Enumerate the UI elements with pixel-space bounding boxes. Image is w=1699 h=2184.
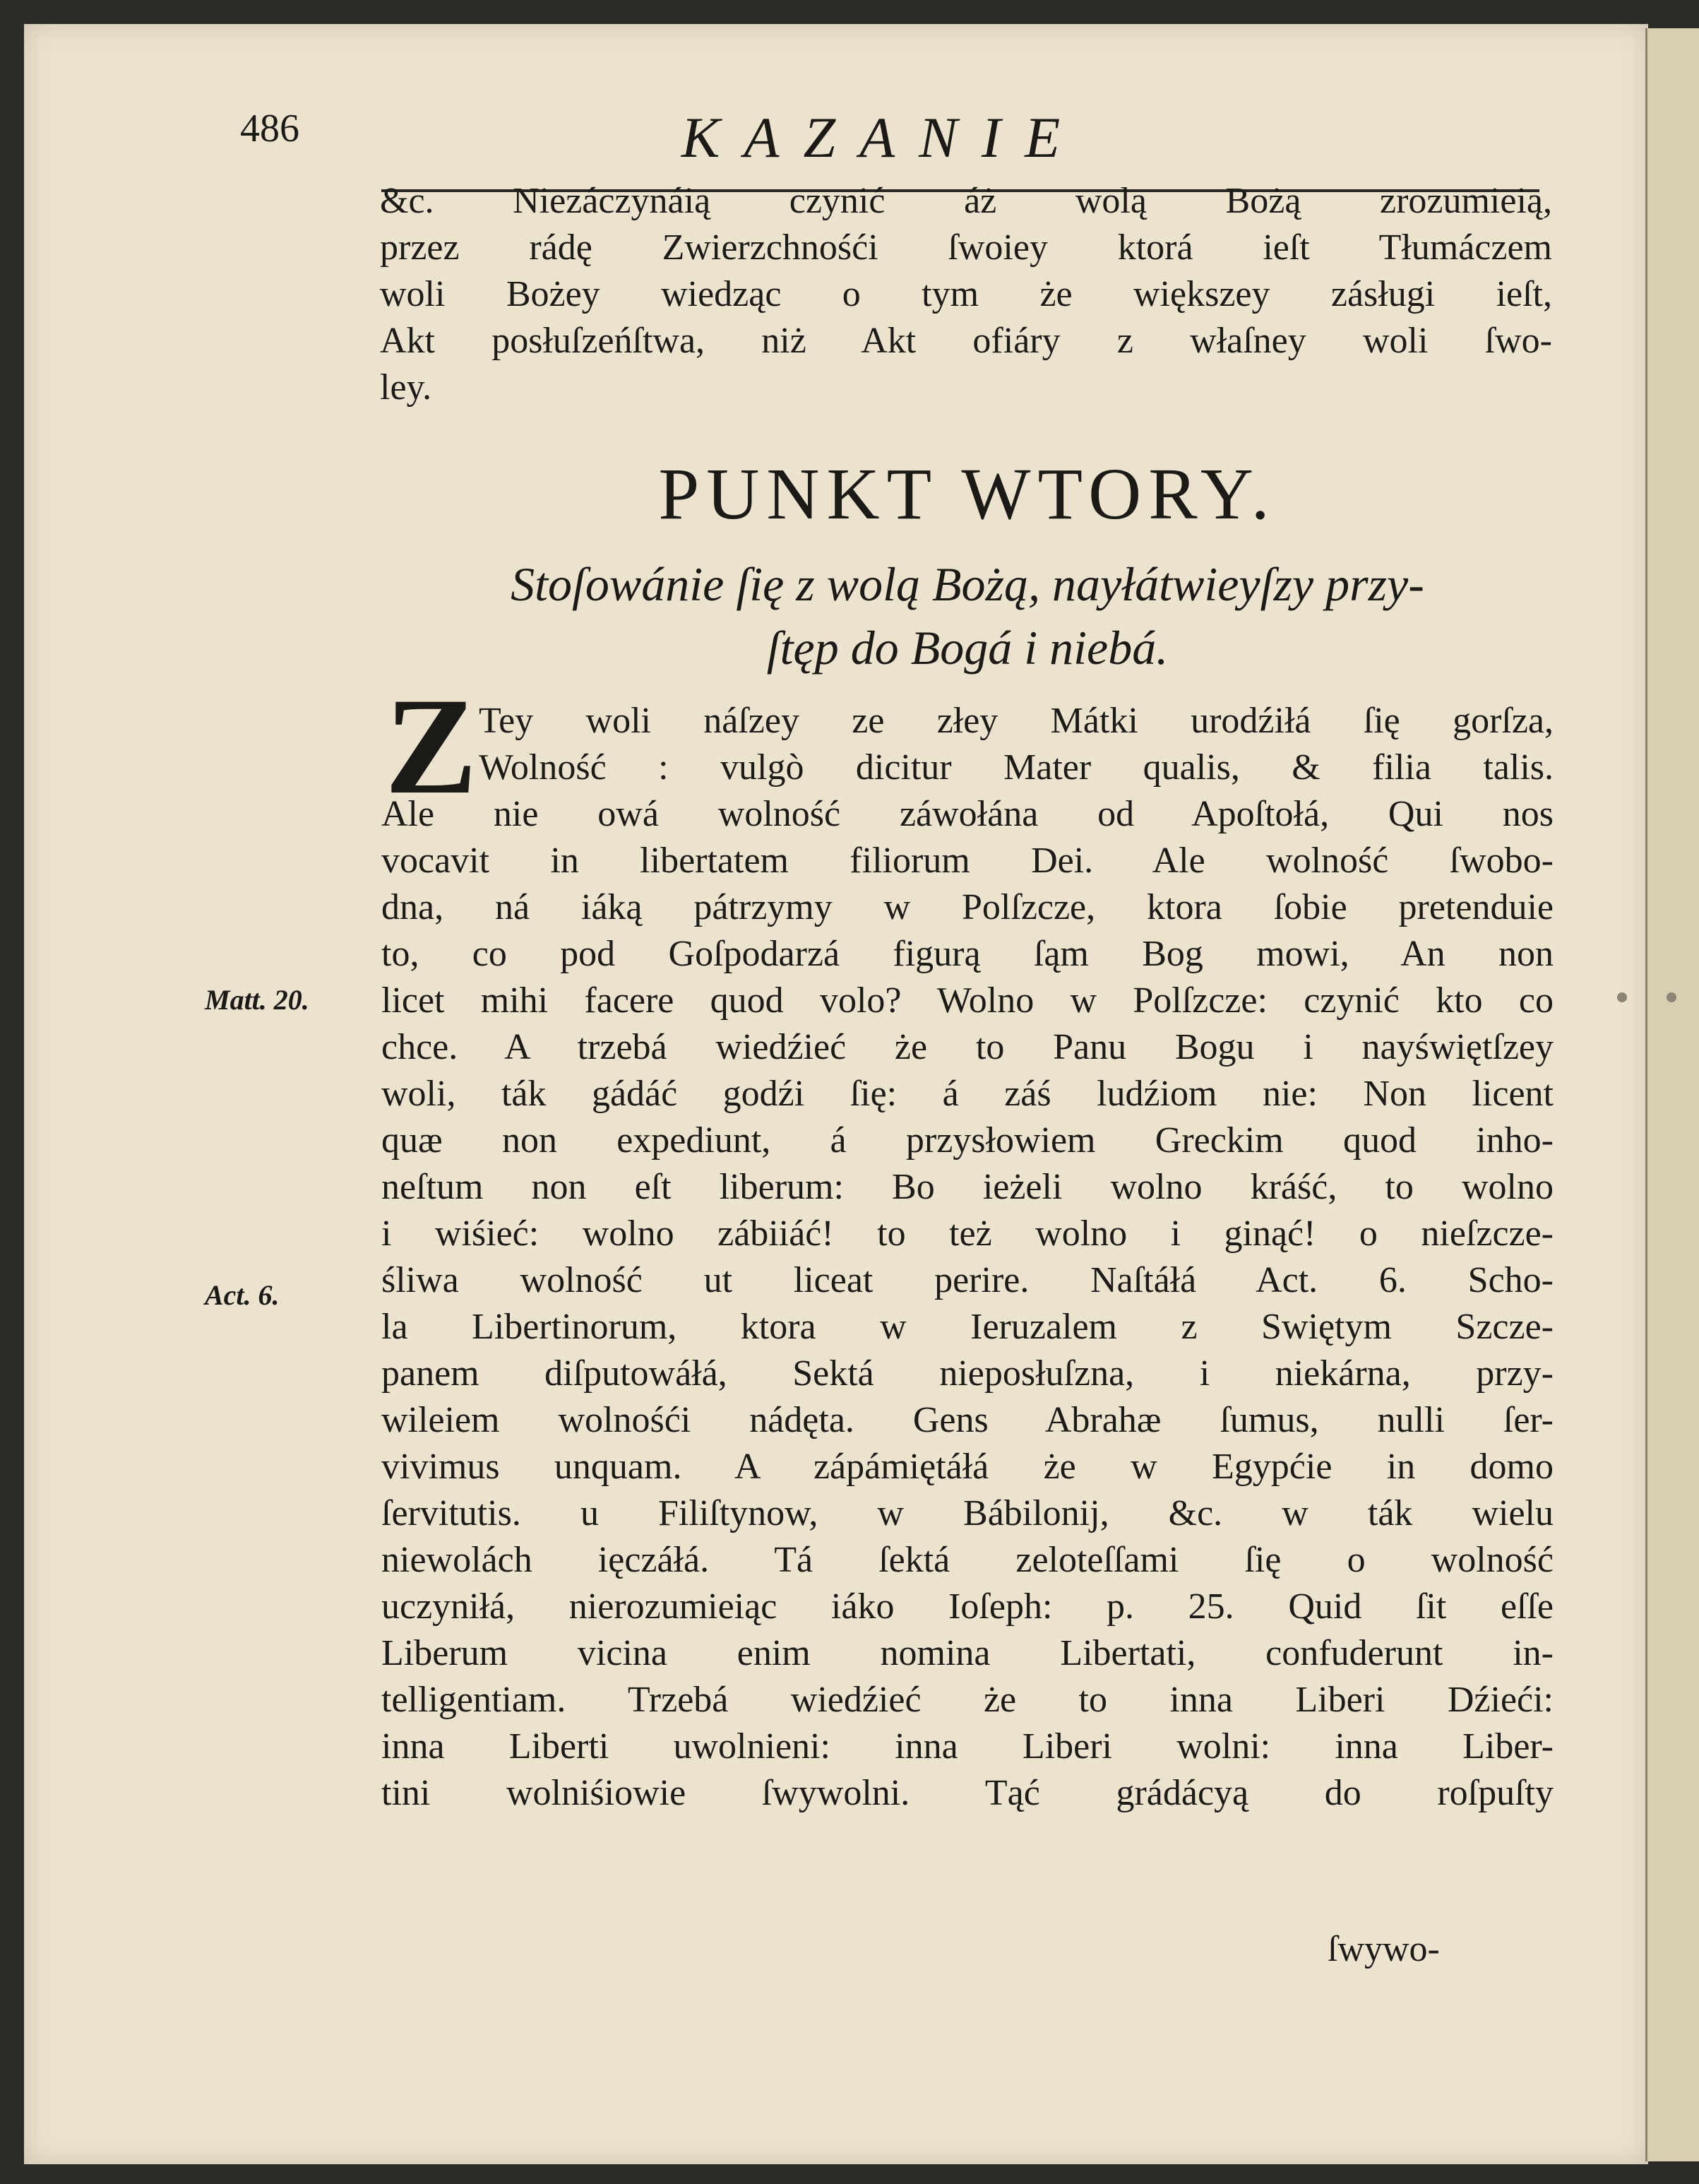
text-line: wileiem wolnośći nádęta. Gens Abrahæ ſumus, nulli ſer-	[381, 1400, 1554, 1440]
text-line: neſtum non eſt liberum: Bo ieżeli wolno kráść, to wolno	[381, 1167, 1554, 1207]
margin-note-matt: Matt. 20.	[205, 984, 309, 1016]
text-line: inna Liberti uwolnieni: inna Liberi wolni: inna Liber-	[381, 1726, 1554, 1767]
text-line: telligentiam. Trzebá wiedźieć że to inna Liberi Dźieći:	[381, 1680, 1554, 1720]
text-line: ſervitutis. u Filiſtynow, w Bábilonij, &c. w ták wielu	[381, 1493, 1554, 1533]
text-line: tini wolniśiowie ſwywolni. Tąć grádácyą do roſpuſty	[381, 1773, 1554, 1813]
text-line: vocavit in libertatem filiorum Dei. Ale wolność ſwobo-	[381, 841, 1554, 881]
running-head: KAZANIE	[681, 105, 1085, 170]
text-line: dna, ná iáką pátrzymy w Polſzcze, ktora ſobie pretenduie	[381, 887, 1554, 927]
text-line: Ale nie owá wolność záwołána od Apoſtołá, Qui nos	[381, 794, 1554, 834]
body-paragraph	[381, 698, 1554, 1817]
text-line: śliwa wolność ut liceat perire. Naſtáłá Act. 6. Scho-	[381, 1260, 1554, 1300]
text-line: uczyniłá, nierozumieiąc iáko Ioſeph: p. 25. Quid ſit eſſe	[381, 1586, 1554, 1627]
page-header	[212, 99, 1554, 184]
margin-note-act: Act. 6.	[205, 1279, 280, 1311]
intro-paragraph	[380, 178, 1552, 411]
text-line: licet mihi facere quod volo? Wolno w Polſzcze: czynić kto co	[381, 980, 1554, 1021]
text-line: woli, ták gádáć godźi ſię: á záś ludźiom nie: Non licent	[381, 1074, 1554, 1114]
binding-mark	[1617, 992, 1627, 1002]
catchword: ſwywo-	[1328, 1929, 1440, 1969]
text-line: Wolność : vulgò dicitur Mater qualis, & filia talis.	[479, 747, 1554, 788]
text-line: chce. A trzebá wiedźieć że to Panu Bogu i nayświętſzey	[381, 1027, 1554, 1067]
text-line: vivimus unquam. A zápámiętáłá że w Egypćie in domo	[381, 1447, 1554, 1487]
subtitle-line: Stoſowánie ſię z wolą Bożą, nayłátwieyſzy przy-	[511, 557, 1424, 611]
drop-cap: Z	[385, 670, 477, 823]
text-line: quæ non expediunt, á przysłowiem Greckim quod inho-	[381, 1120, 1554, 1161]
section-subtitle	[381, 552, 1554, 679]
subtitle-line: ſtęp do Bogá i niebá.	[766, 621, 1169, 675]
text-line: ley.	[380, 367, 432, 408]
text-line: i wiśieć: wolno zábiiáć! to też wolno i ginąć! o nieſzcze-	[381, 1213, 1554, 1254]
text-line: to, co pod Goſpodarzá figurą ſąm Bog mowi, An non	[381, 934, 1554, 974]
text-line: Liberum vicina enim nomina Libertati, confuderunt in-	[381, 1633, 1554, 1673]
text-line: la Libertinorum, ktora w Ieruzalem z Swiętym Szcze-	[381, 1307, 1554, 1347]
page-number: 486	[240, 107, 299, 150]
text-line: niewolách ięczáłá. Tá ſektá zeloteſſami ſię o wolność	[381, 1540, 1554, 1580]
text-line: Akt posłuſzeńſtwa, niż Akt ofiáry z właſney woli ſwo-	[380, 321, 1552, 361]
text-line: przez rádę Zwierzchnośći ſwoiey ktorá ieſt Tłumáczem	[380, 227, 1552, 268]
text-line: &c. Niezáczynáią czynić áż wolą Bożą zrozumieią,	[380, 181, 1552, 221]
section-title: PUNKT WTORY.	[658, 453, 1277, 535]
text-line: Tey woli náſzey ze złey Mátki urodźiłá ſię gorſza,	[479, 701, 1554, 741]
text-line: woli Bożey wiedząc o tym że większey zásługi ieſt,	[380, 274, 1552, 314]
text-line: panem diſputowáłá, Sektá nieposłuſzna, i niekárna, przy-	[381, 1353, 1554, 1394]
facing-page-edge	[1645, 28, 1699, 2161]
binding-mark	[1667, 992, 1676, 1002]
